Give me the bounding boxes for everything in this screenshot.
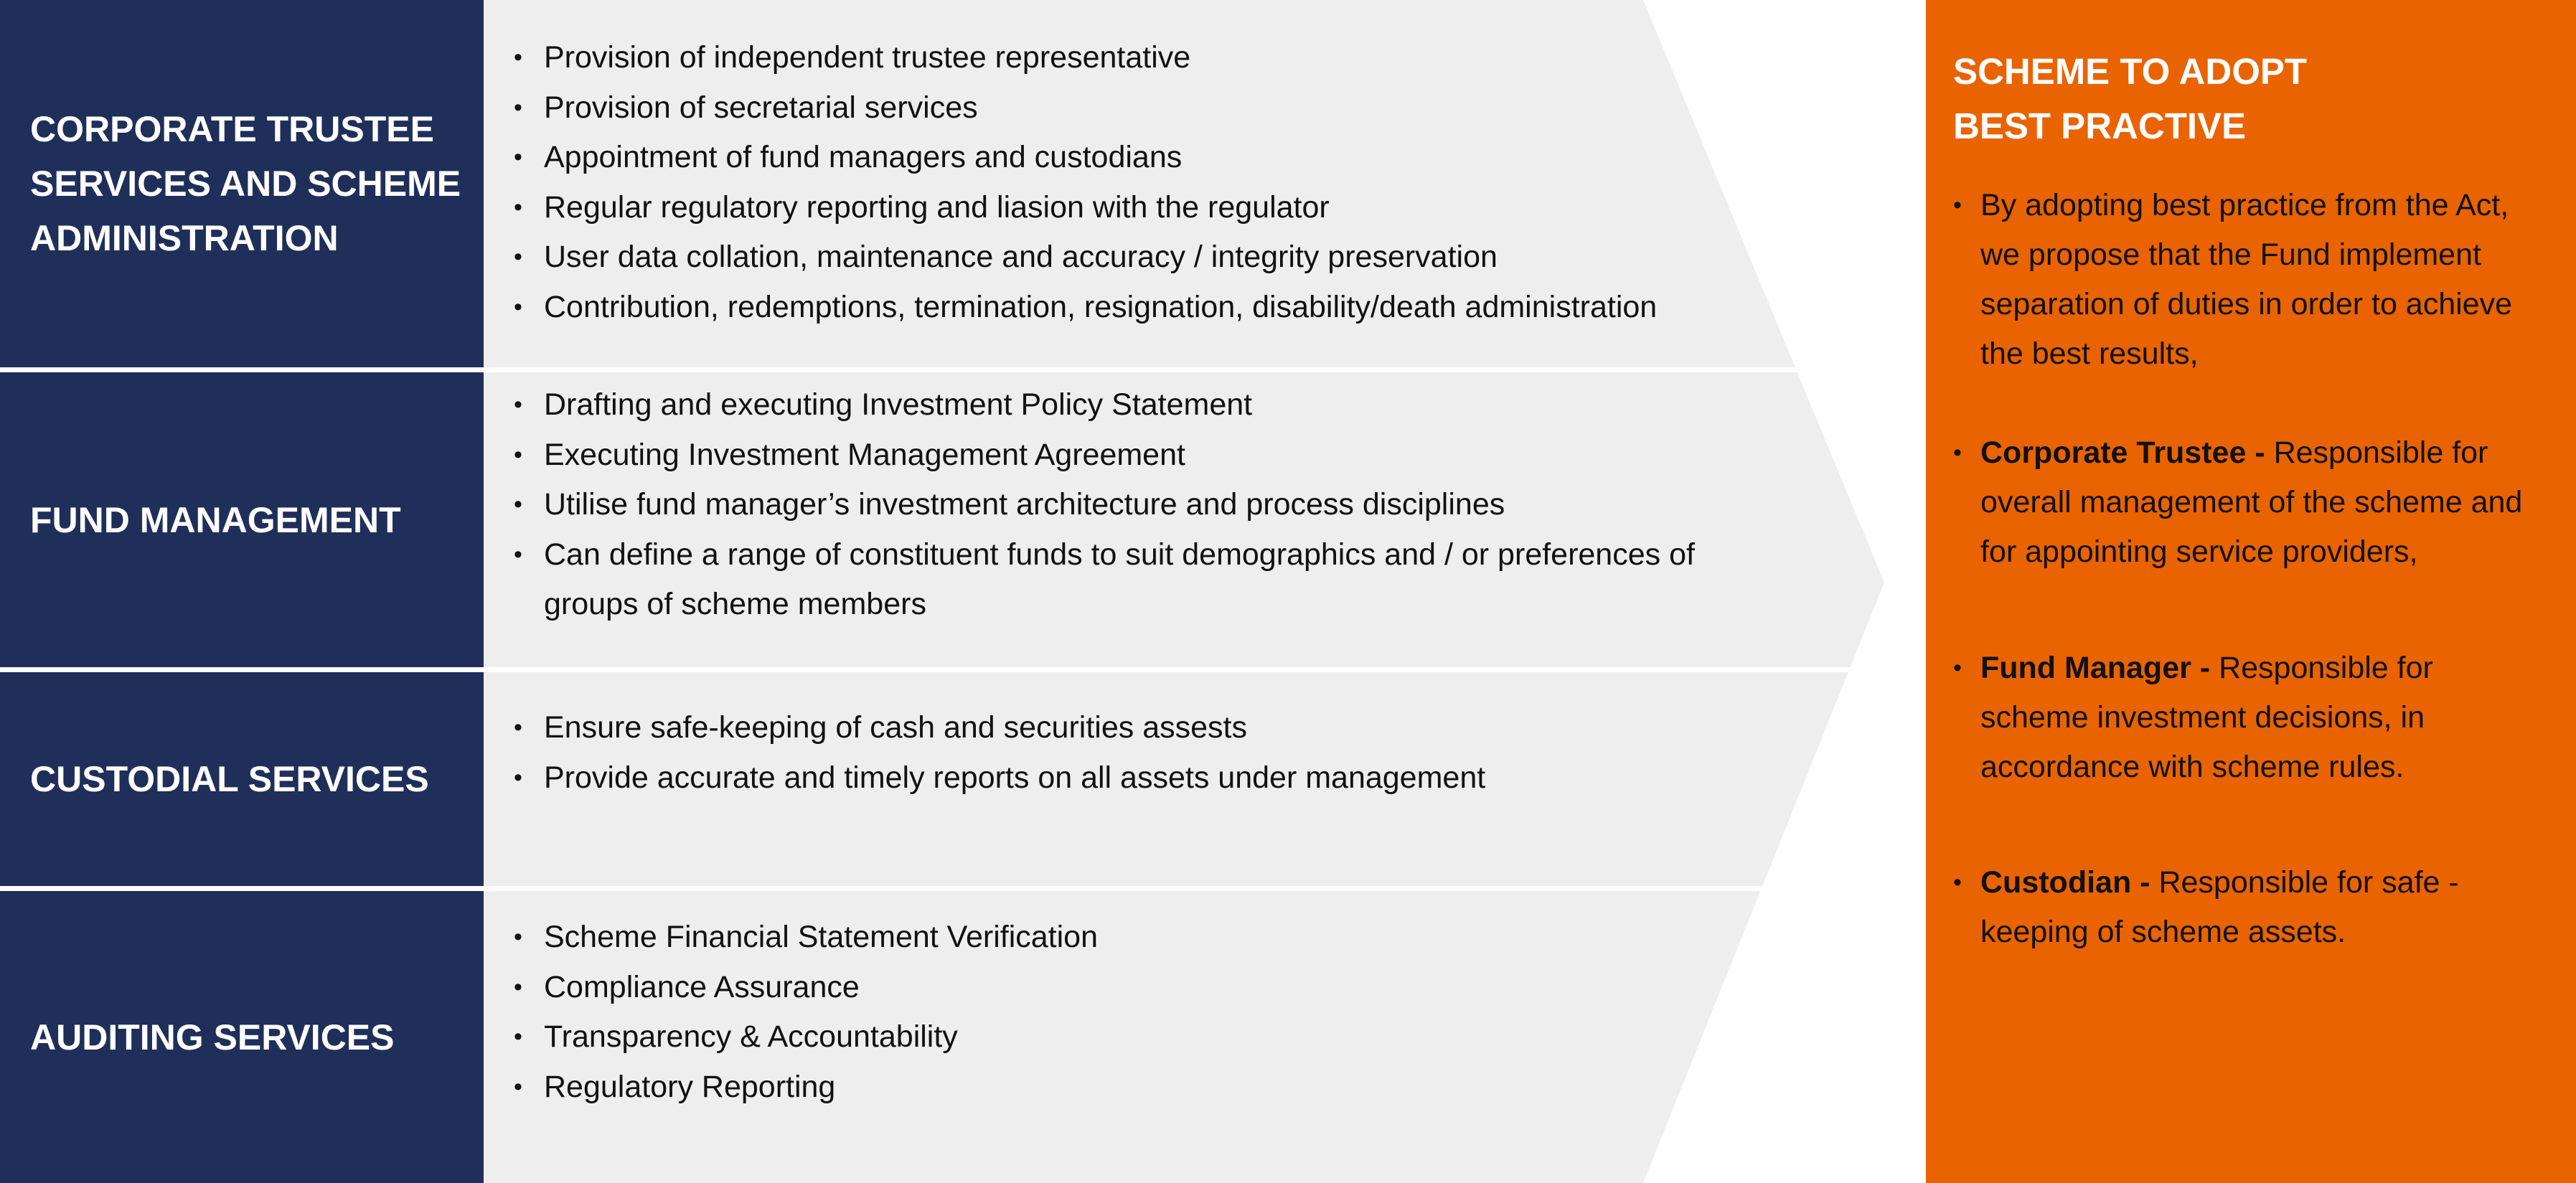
list-item: • Utilise fund manager’s investment architecture and process disciplines: [514, 480, 1792, 530]
section-label-auditing-services: [0, 891, 484, 1183]
section-items-fund-management: [514, 380, 1792, 630]
role-corporate-trustee: [1953, 428, 2542, 577]
list-item: • Ensure safe-keeping of cash and securities assests: [514, 703, 1485, 753]
list-item: • Transparency & Accountability: [514, 1012, 1098, 1062]
section-label-custodial-services: [0, 672, 484, 886]
list-item: • Appointment of fund managers and custodians: [514, 133, 1657, 183]
section-items-corporate-trustee: [514, 33, 1657, 332]
best-practice-title-line2: BEST PRACTIVE: [1953, 105, 2247, 146]
role-fund-manager: [1953, 644, 2542, 792]
list-item: • Contribution, redemptions, termination, resignation, disability/death administration: [514, 283, 1657, 333]
best-practice-panel: [1926, 0, 2576, 1183]
list-item: • Compliance Assurance: [514, 963, 1098, 1013]
best-practice-title: [1953, 44, 2542, 154]
best-practice-intro: • By adopting best practice from the Act, we propose that the Fund implement separation of duties in order to achieve the best results,: [1953, 181, 2542, 379]
section-label-corporate-trustee: [0, 0, 484, 367]
list-item: • Regulatory Reporting: [514, 1062, 1098, 1113]
list-item: • Drafting and executing Investment Policy Statement: [514, 380, 1792, 430]
list-item: • Provision of independent trustee representative: [514, 33, 1657, 83]
section-items-auditing-services: [514, 913, 1098, 1112]
section-title: AUDITING SERVICES: [30, 1017, 395, 1057]
role-description: Responsible for overall management of the scheme and for appointing service providers,: [1980, 435, 2523, 569]
section-items-custodial-services: [514, 703, 1485, 803]
role-name: Corporate Trustee -: [1980, 435, 2274, 470]
section-label-fund-management: [0, 372, 484, 667]
list-item: • Executing Investment Management Agreement: [514, 430, 1792, 481]
list-item: • Regular regulatory reporting and liasion with the regulator: [514, 183, 1657, 233]
list-item: • Provision of secretarial services: [514, 83, 1657, 133]
list-item: • Provide accurate and timely reports on all assets under management: [514, 753, 1485, 803]
role-description: Responsible for scheme investment decisions, in accordance with scheme rules.: [1980, 651, 2433, 784]
list-item: • User data collation, maintenance and accuracy / integrity preservation: [514, 232, 1657, 283]
section-title: CORPORATE TRUSTEE SERVICES AND SCHEME ADMINISTRATION: [30, 109, 461, 258]
section-title: CUSTODIAL SERVICES: [30, 759, 429, 799]
role-name: Custodian -: [1980, 865, 2159, 900]
role-name: Fund Manager -: [1980, 651, 2219, 685]
role-description: Responsible for safe - keeping of scheme assets.: [1980, 865, 2459, 949]
section-title: FUND MANAGEMENT: [30, 499, 401, 540]
role-custodian: [1953, 858, 2542, 957]
list-item: • Can define a range of constituent funds to suit demographics and / or preferences of groups of scheme members: [514, 530, 1792, 630]
list-item: • Scheme Financial Statement Verification: [514, 913, 1098, 963]
best-practice-title-line1: SCHEME TO ADOPT: [1953, 51, 2308, 92]
